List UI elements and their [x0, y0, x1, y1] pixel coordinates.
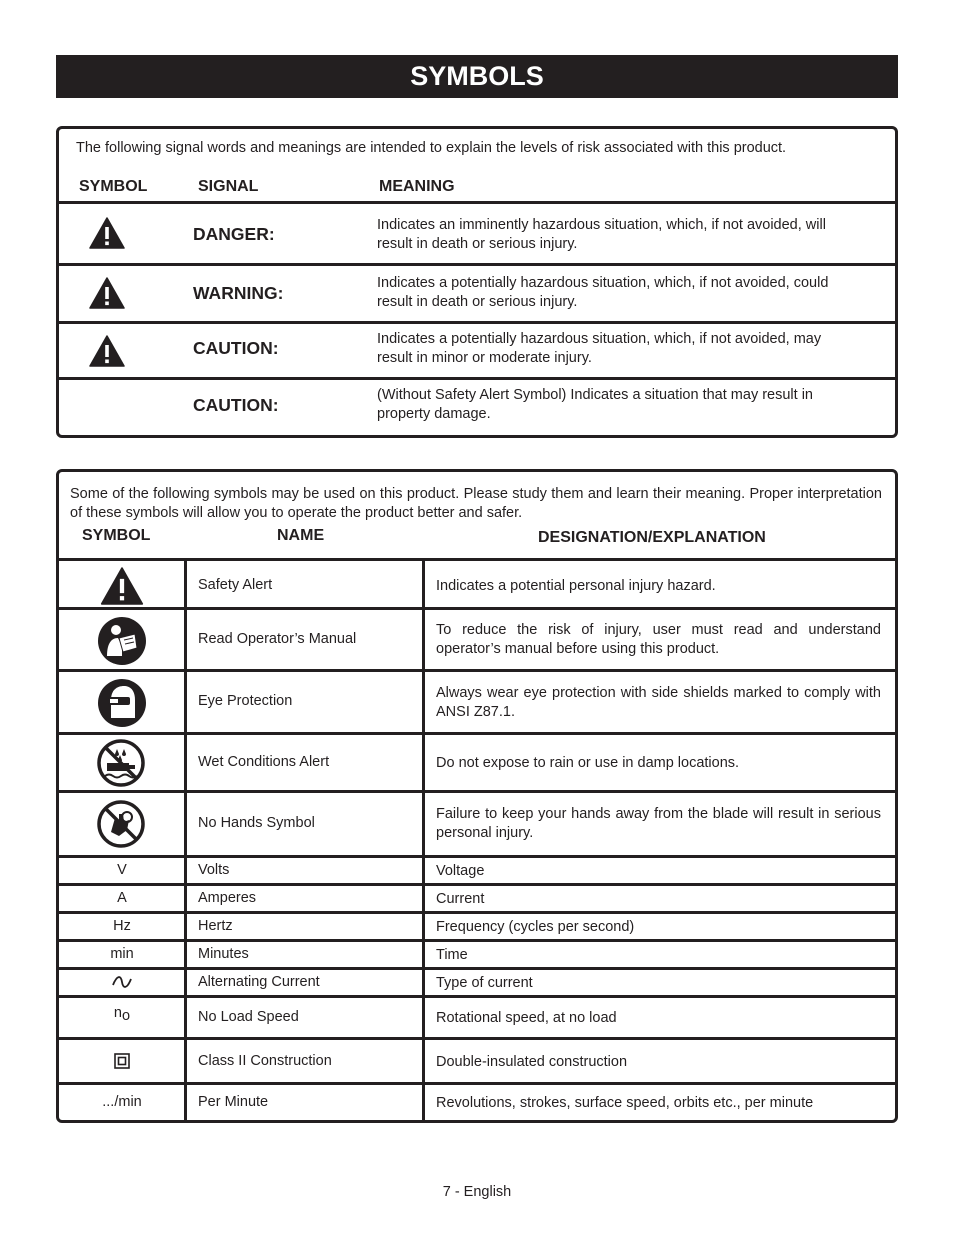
column-divider: [422, 558, 425, 1120]
signal-row: [59, 204, 895, 263]
symbol-explanation: Current: [436, 891, 485, 907]
symbol-text: V: [117, 862, 127, 878]
signal-word: CAUTION:: [193, 395, 279, 415]
symbols-table: [56, 469, 898, 1123]
safety-alert-triangle-icon: [89, 277, 125, 309]
safety-alert-triangle-icon: [89, 217, 125, 249]
signal-row: [59, 266, 895, 321]
symbol-explanation: Frequency (cycles per second): [436, 919, 635, 935]
symbol-explanation: Indicates a potential personal injury hazard.: [436, 578, 716, 594]
symbol-text: A: [117, 890, 127, 906]
column-divider: [184, 558, 187, 1120]
symbol-explanation: Voltage: [436, 863, 485, 879]
signal-word: CAUTION:: [193, 338, 279, 358]
symbol-explanation: Time: [436, 947, 468, 963]
header-signal: SIGNAL: [198, 178, 259, 195]
eye-protection-icon: [97, 678, 147, 728]
symbol-name: Safety Alert: [198, 577, 273, 593]
symbol-explanation: Rotational speed, at no load: [436, 1010, 617, 1026]
symbol-text: min: [110, 946, 134, 962]
page-title: SYMBOLS: [56, 55, 898, 98]
symbol-text: .../min: [102, 1094, 142, 1110]
header-meaning: MEANING: [379, 178, 455, 195]
symbol-name: Hertz: [198, 918, 233, 934]
symbol-explanation: Failure to keep your hands away from the blade will result in serious personal injury.: [436, 806, 881, 841]
symbol-explanation: To reduce the risk of injury, user must read and understand operator’s manual before using this product.: [436, 622, 881, 657]
symbol-name: Amperes: [198, 890, 257, 906]
wet-conditions-icon: [97, 739, 145, 787]
no-hands-icon: [97, 800, 145, 848]
signal-meaning: Indicates a potentially hazardous situation, which, if not avoided, could result in death or serious injury.: [377, 275, 829, 310]
header-name: NAME: [277, 527, 325, 544]
alternating-current-icon: [111, 975, 133, 989]
header-explanation: DESIGNATION/EXPLANATION: [538, 529, 766, 546]
symbols-intro: Some of the following symbols may be used on this product. Please study them and learn their meaning. Proper interpretation of these symbols will allow you to operate the product better and safer.: [70, 486, 882, 521]
signal-word: WARNING:: [193, 283, 284, 303]
signal-word: DANGER:: [193, 224, 275, 244]
symbol-text: n: [113, 1005, 122, 1021]
symbol-name: Per Minute: [198, 1094, 269, 1110]
no-load-speed-symbol: [59, 1005, 185, 1024]
symbol-name: Wet Conditions Alert: [198, 754, 330, 770]
signal-intro: The following signal words and meanings are intended to explain the levels of risk associated with this product.: [76, 140, 787, 156]
symbol-name: No Hands Symbol: [198, 815, 315, 831]
safety-alert-triangle-icon: [100, 567, 144, 605]
symbol-name: Minutes: [198, 946, 249, 962]
symbol-text: Hz: [113, 918, 131, 934]
signal-row: [59, 324, 895, 377]
symbol-explanation: Type of current: [436, 975, 533, 991]
symbol-explanation: Do not expose to rain or use in damp locations.: [436, 755, 740, 771]
signal-meaning: (Without Safety Alert Symbol) Indicates a situation that may result in property damage.: [377, 387, 813, 422]
signal-meaning: Indicates an imminently hazardous situation, which, if not avoided, will result in death or serious injury.: [377, 217, 826, 252]
read-manual-icon: [97, 616, 147, 666]
symbol-explanation: Always wear eye protection with side shields marked to comply with ANSI Z87.1.: [436, 685, 881, 720]
class-ii-construction-icon: [114, 1053, 130, 1069]
symbol-name: No Load Speed: [198, 1009, 299, 1025]
signal-words-table: [56, 126, 898, 438]
safety-alert-triangle-icon: [89, 335, 125, 367]
symbol-explanation: Double-insulated construction: [436, 1054, 628, 1070]
signal-meaning: Indicates a potentially hazardous situation, which, if not avoided, may result in minor or moderate injury.: [377, 331, 822, 366]
symbol-name: Read Operator’s Manual: [198, 631, 357, 647]
page-footer: 7 - English: [442, 1184, 512, 1200]
header-symbol: SYMBOL: [79, 178, 148, 195]
signal-row: [59, 380, 895, 435]
symbol-subscript: o: [122, 1008, 131, 1024]
header-symbol: SYMBOL: [82, 527, 151, 544]
symbol-explanation: Revolutions, strokes, surface speed, orbits etc., per minute: [436, 1095, 814, 1111]
symbol-name: Alternating Current: [198, 974, 320, 990]
symbol-name: Eye Protection: [198, 693, 293, 709]
symbol-name: Class II Construction: [198, 1053, 332, 1069]
symbol-name: Volts: [198, 862, 230, 878]
